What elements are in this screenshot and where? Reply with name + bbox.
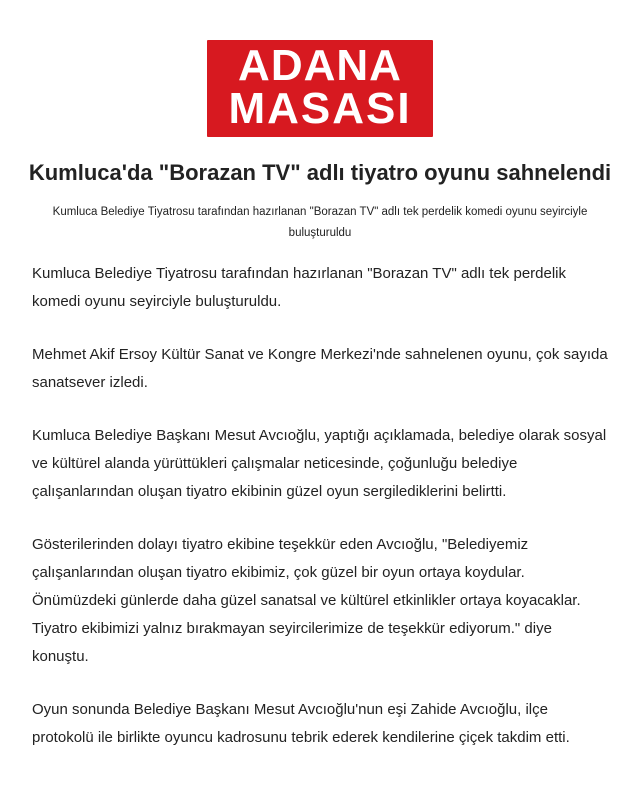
article-paragraph-5: Oyun sonunda Belediye Başkanı Mesut Avcıoğlu'nun eşi Zahide Avcıoğlu, ilçe protokolü ile birlikte oyuncu kadrosunu tebrik ederek kendilerine çiçek takdim etti. (32, 701, 570, 746)
logo-text-line-2: MASASI (228, 84, 412, 133)
logo-text-line-1: ADANA (238, 41, 402, 90)
article-title: Kumluca'da "Borazan TV" adlı tiyatro oyunu sahnelendi (28, 160, 612, 185)
article-paragraph-3: Kumluca Belediye Başkanı Mesut Avcıoğlu, yaptığı açıklamada, belediye olarak sosyal ve kültürel alanda yürüttükleri çalışmalar neticesinde, çoğunluğu belediye çalışanlarından oluşan tiyatro ekibinin güzel oyun sergilediklerini belirtti. (32, 427, 607, 500)
article-summary: Kumluca Belediye Tiyatrosu tarafından hazırlanan "Borazan TV" adlı tek perdelik komedi oyunu seyirciyle buluşturuldu (52, 206, 588, 239)
article-body (32, 260, 612, 777)
article-paragraph-2: Mehmet Akif Ersoy Kültür Sanat ve Kongre Merkezi'nde sahnelenen oyunu, çok sayıda sanatsever izledi. (32, 346, 608, 391)
article-paragraph-1: Kumluca Belediye Tiyatrosu tarafından hazırlanan "Borazan TV" adlı tek perdelik komedi oyunu seyirciyle buluşturuldu. (32, 265, 567, 310)
site-logo[interactable] (207, 40, 433, 137)
article-paragraph-4: Gösterilerinden dolayı tiyatro ekibine teşekkür eden Avcıoğlu, "Belediyemiz çalışanlarından oluşan tiyatro ekibimiz, çok güzel bir oyun ortaya koydular. Önümüzdeki günlerde daha güzel sanatsal ve kültürel etkinlikler ortaya koyacaklar. Tiyatro ekibimizi yalnız bırakmayan seyircilerimize de teşekkür ediyorum." diye konuştu. (32, 536, 581, 665)
